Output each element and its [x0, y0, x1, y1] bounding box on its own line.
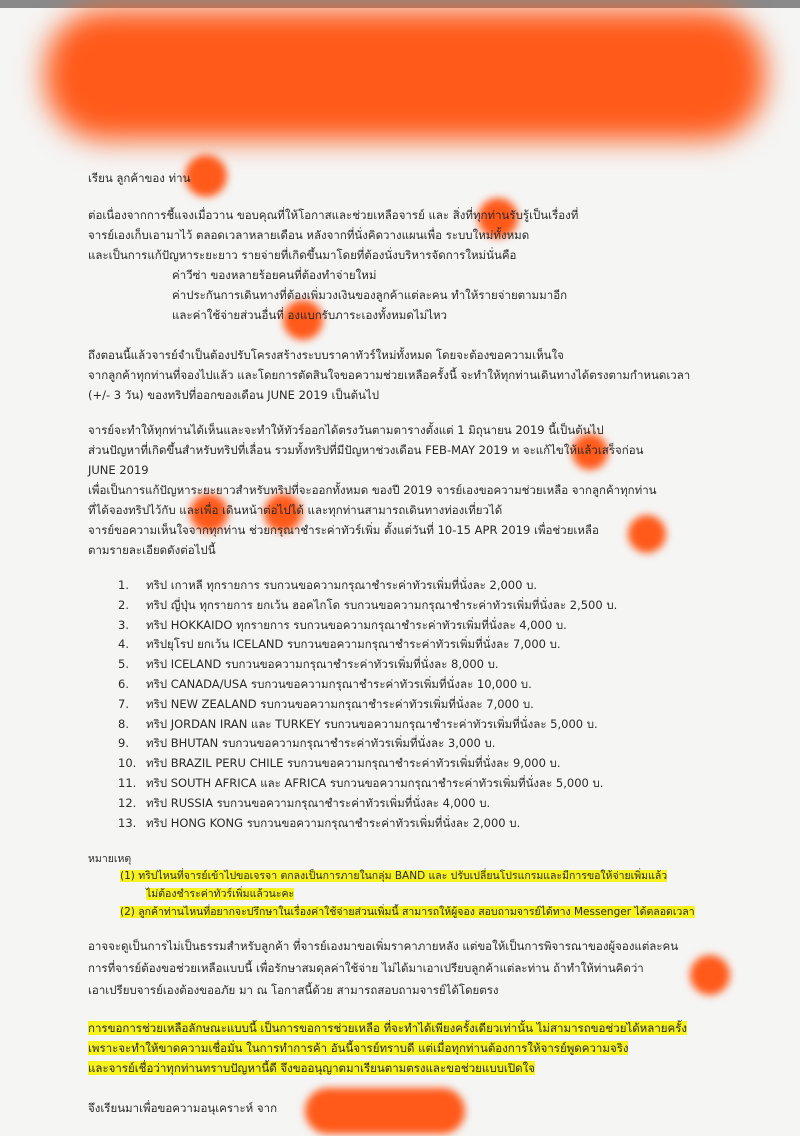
para1-line: จารย์เองเก็บเอามาไว้ ตลอดเวลาหลายเดือน หลังจากที่นั่งคิดวางแผนเพื่อ ระบบใหม่ทั้งหมด [88, 228, 530, 242]
list-item-text: ทริป HOKKAIDO ทุกรายการ รบกวนขอความกรุณาชำระค่าทัวรเพิ่มที่นั่งละ 4,000 บ. [146, 617, 567, 632]
notes-title: หมายเหตุ [88, 853, 132, 865]
para1-indent-line: และค่าใช้จ่ายส่วนอื่นที่ องแบกรับภาระเองทั้งหมดไม่ไหว [172, 308, 448, 322]
list-item-number: 3. [118, 617, 129, 632]
para3-line: จารย์ขอความเห็นใจจากทุกท่าน ช่วยกรุณาชำระค่าทัวร์เพิ่ม ตั้งแต่วันที่ 10-15 APR 2019 เพื่อช่วยเหลือ [88, 523, 599, 537]
list-item-number: 2. [118, 597, 129, 612]
list-item [118, 794, 490, 812]
list-item-number: 13. [118, 815, 137, 830]
para1-indent-line: ค่าวีซ่า ของหลายร้อยคนที่ต้องทำจ่ายใหม่ [172, 268, 377, 282]
top-bar [0, 0, 800, 8]
list-item [118, 715, 598, 733]
list-item [118, 734, 495, 752]
list-item [118, 596, 617, 614]
list-item-text: ทริป CANADA/USA รบกวนขอความกรุณาชำระค่าทัวรเพิ่มที่นั่งละ 10,000 บ. [146, 677, 532, 691]
list-item-number: 6. [118, 677, 129, 691]
closing: จึงเรียนมาเพื่อขอความอนุเคราะห์ จาก [88, 1101, 278, 1115]
list-item [118, 814, 520, 832]
para3-line: เพื่อเป็นการแก้ปัญหาระยะยาวสำหรับทริปที่จะออกทั้งหมด ของปี 2019 จารย์เองขอความช่วยเหลือ จากลูกค้าทุกท่าน [88, 483, 657, 497]
para3-line: ส่วนปัญหาที่เกิดขึ้นสำหรับทริปที่เลื่อน รวมทั้งทริปที่มีปัญหาช่วงเดือน FEB-MAY 2019 ท จะแก้ไขให้แล้วเสร็จก่อน [88, 443, 644, 457]
redaction-blot [185, 155, 227, 197]
para2-line: (+/- 3 วัน) ของทริปที่ออกของเดือน JUNE 2019 เป็นต้นไป [88, 388, 379, 402]
para5-line: เพราะจะทำให้ขาดความเชื่อมั่น ในการทำการค้า อันนี้จารย์ทราบดี แต่เมื่อทุกท่านต้องการให้จารย์พูดความจริง [88, 1041, 629, 1055]
list-item-text: ทริป ICELAND รบกวนขอความกรุณาชำระค่าทัวรเพิ่มที่นั่งละ 8,000 บ. [146, 657, 499, 672]
list-item-number: 4. [118, 637, 129, 652]
list-item-number: 10. [118, 756, 137, 771]
greeting: เรียน ลูกค้าของ ท่าน [88, 171, 191, 185]
para1-line: ต่อเนื่องจากการชี้แจงเมื่อวาน ขอบคุณที่ให้โอกาสและช่วยเหลือจารย์ และ สิ่งที่ทุกท่านรับรู้เป็นเรื่องที่ [88, 208, 579, 222]
list-item-text: ทริป SOUTH AFRICA และ AFRICA รบกวนขอความกรุณาชำระค่าทัวรเพิ่มที่นั่งละ 5,000 บ. [146, 776, 604, 790]
list-item-number: 8. [118, 716, 129, 731]
redaction-blot [628, 515, 666, 553]
list-item-text: ทริป HONG KONG รบกวนขอความกรุณาชำระค่าทัวรเพิ่มที่นั่งละ 2,000 บ. [146, 815, 521, 830]
note-2: (2) ลูกค้าท่านไหนที่อยากจะปรึกษาในเรื่องค่าใช้จ่ายส่วนเพิ่มนี้ สามารถให้ผู้จอง สอบถามจารย์ได้ทาง Messenger ได้ตลอดเวลา [120, 906, 695, 918]
list-item [118, 695, 534, 713]
para4-line: การที่จารย์ต้องขอช่วยเหลือแบบนี้ เพื่อรักษาสมดุลค่าใช้จ่าย ไม่ได้มาเอาเปรียบลูกค้าแต่ละท่าน ถ้าทำให้ท่านคิดว่า [88, 961, 644, 975]
list-item [118, 635, 561, 653]
para1-line: และเป็นการแก้ปัญหาระยะยาว รายจ่ายที่เกิดขึ้นมาโดยที่ต้องนั่งบริหารจัดการใหม่นั่นคือ [88, 248, 517, 262]
list-item-number: 5. [118, 657, 129, 672]
list-item-text: ทริป BHUTAN รบกวนขอความกรุณาชำระค่าทัวรเพิ่มที่นั่งละ 3,000 บ. [146, 736, 496, 751]
list-item [118, 616, 567, 634]
para4-line: อาจจะดูเป็นการไม่เป็นธรรมสำหรับลูกค้า ที่จารย์เองมาขอเพิ่มราคาภายหลัง แต่ขอให้เป็นการพิจารณาของผู้จองแต่ละคน [88, 939, 679, 953]
para4-line: เอาเปรียบจารย์เองต้องขออภัย มา ณ โอกาสนี้ด้วย สามารถสอบถามจารย์ได้โดยตรง [88, 983, 499, 997]
para3-line: จารย์จะทำให้ทุกท่านได้เห็นและจะทำให้ทัวร์ออกได้ตรงวันตามตารางตั้งแต่ 1 มิถุนายน 2019 นี้เป็นต้นไป [88, 423, 604, 437]
para2-line: จากลูกค้าทุกท่านที่จองไปแล้ว และโดยการตัดสินใจขอความช่วยเหลือครั้งนี้ จะทำให้ทุกท่านเดินทางได้ตรงตามกำหนดเวลา [88, 368, 691, 382]
list-item-number: 9. [118, 736, 129, 751]
list-item [118, 576, 537, 594]
list-item-number: 7. [118, 696, 129, 711]
list-item-text: ทริปยุโรป ยกเว้น ICELAND รบกวนขอความกรุณาชำระค่าทัวรเพิ่มที่นั่งละ 7,000 บ. [146, 637, 561, 652]
list-item-text: ทริป เกาหลี ทุกรายการ รบกวนขอความกรุณาชำระค่าทัวรเพิ่มที่นั่งละ 2,000 บ. [146, 578, 538, 592]
list-item [118, 754, 561, 772]
para3-line: JUNE 2019 [88, 463, 149, 477]
para3-line: ที่ได้จองทริปไว้กับ และเพื่อ เดินหน้าต่อไปได้ และทุกท่านสามารถเดินทางท่องเที่ยวได้ [88, 503, 503, 517]
para1-indent-line: ค่าประกันการเดินทางที่ต้องเพิ่มวงเงินของลูกค้าแต่ละคน ทำให้รายจ่ายตามมาอีก [172, 288, 568, 302]
list-item [118, 675, 532, 693]
para5-line: การขอการช่วยเหลือลักษณะแบบนี้ เป็นการขอการช่วยเหลือ ที่จะทำได้เพียงครั้งเดียวเท่านั้น ไม่สามารถขอช่วยได้หลายครั้ง [88, 1021, 687, 1035]
list-item-number: 11. [118, 776, 137, 790]
redaction-blot [305, 1088, 465, 1134]
list-item-text: ทริป RUSSIA รบกวนขอความกรุณาชำระค่าทัวรเพิ่มที่นั่งละ 4,000 บ. [146, 795, 491, 810]
list-item [118, 655, 499, 673]
redaction-header [45, 10, 765, 140]
list-item-text: ทริป BRAZIL PERU CHILE รบกวนขอความกรุณาชำระค่าทัวรเพิ่มที่นั่งละ 9,000 บ. [146, 756, 561, 771]
list-item-text: ทริป JORDAN IRAN และ TURKEY รบกวนขอความกรุณาชำระค่าทัวรเพิ่มที่นั่งละ 5,000 บ. [146, 716, 598, 731]
note-1-cont: ไม่ต้องชำระค่าทัวร์เพิ่มแล้วนะคะ [146, 888, 295, 900]
para5-line: และจารย์เชื่อว่าทุกท่านทราบปัญหานี้ดี จึงขออนุญาตมาเรียนตามตรงและขอช่วยแบบเปิดใจ [88, 1061, 535, 1075]
note-1: (1) ทริปไหนที่จารย์เข้าไปขอเจรจา ตกลงเป็นการภายในกลุ่ม BAND และ ปรับเปลี่ยนโปรแกรมและมีการขอให้จ่ายเพิ่มแล้ว [120, 870, 668, 882]
redaction-blot [690, 955, 730, 995]
list-item-text: ทริป ญี่ปุ่น ทุกรายการ ยกเว้น ฮอคไกโด รบกวนขอความกรุณาชำระค่าทัวรเพิ่มที่นั่งละ 2,500 บ. [146, 597, 618, 612]
list-item-number: 12. [118, 795, 137, 810]
para2-line: ถึงตอนนี้แล้วจารย์จำเป็นต้องปรับโครงสร้างระบบราคาทัวร์ใหม่ทั้งหมด โดยจะต้องขอความเห็นใจ [88, 348, 564, 362]
list-item-number: 1. [118, 578, 129, 592]
para3-line: ตามรายละเอียดดังต่อไปนี้ [88, 543, 216, 557]
list-item [118, 774, 603, 792]
list-item-text: ทริป NEW ZEALAND รบกวนขอความกรุณาชำระค่าทัวรเพิ่มที่นั่งละ 7,000 บ. [146, 696, 534, 711]
